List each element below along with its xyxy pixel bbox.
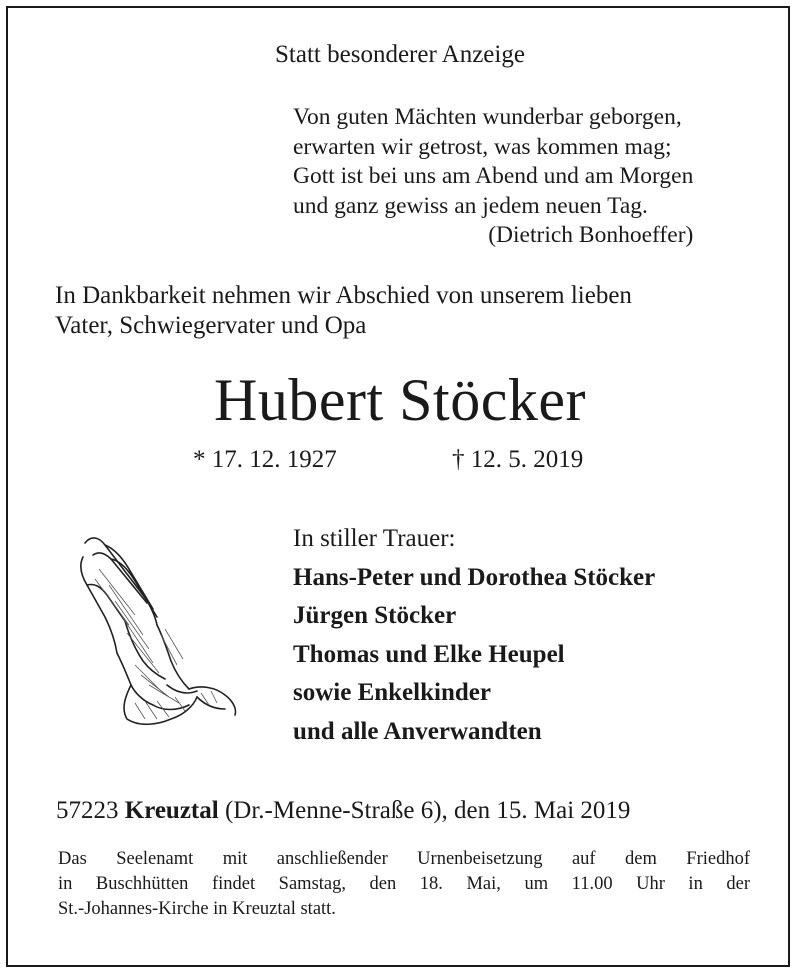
deceased-name: Hubert Stöcker: [214, 367, 586, 433]
mourners-heading: In stiller Trauer:: [293, 525, 456, 552]
intro-text: [55, 281, 632, 341]
mourners-block: [293, 520, 655, 751]
address-date: (Dr.-Menne-Straße 6), den 15. Mai 2019: [224, 797, 631, 824]
intro-line: Vater, Schwiegervater und Opa: [55, 312, 367, 339]
birth-date: * 17. 12. 1927: [193, 446, 337, 473]
zip-code: 57223: [56, 797, 119, 824]
note-line: in Buschhütten findet Samstag, den 18. Mai, um 11.00 Uhr in der: [58, 874, 750, 894]
place-and-date: [56, 797, 630, 825]
praying-hands-icon: [65, 525, 245, 730]
note-line: Das Seelenamt mit anschließender Urnenbeisetzung auf dem Friedhof: [58, 849, 750, 869]
poem-line: Gott ist bei uns am Abend und am Morgen: [293, 163, 694, 189]
poem: [293, 103, 693, 251]
funeral-note: [58, 847, 750, 922]
poem-line: Von guten Mächten wunderbar geborgen,: [293, 104, 682, 130]
death-date: † 12. 5. 2019: [452, 446, 584, 473]
poem-attribution: (Dietrich Bonhoeffer): [488, 222, 694, 248]
note-line: St.-Johannes-Kirche in Kreuztal statt.: [58, 899, 336, 919]
mourner-name: Hans-Peter und Dorothea Stöcker: [293, 563, 656, 591]
poem-line: und ganz gewiss an jedem neuen Tag.: [293, 192, 648, 219]
intro-line: In Dankbarkeit nehmen wir Abschied von unserem lieben: [55, 282, 632, 309]
mourner-name: sowie Enkelkinder: [293, 679, 491, 706]
mourner-name: Thomas und Elke Heupel: [293, 640, 565, 668]
poem-line: erwarten wir getrost, was kommen mag;: [293, 133, 672, 160]
mourner-name: und alle Anverwandten: [293, 717, 542, 745]
mourner-name: Jürgen Stöcker: [293, 602, 457, 629]
notice-header: Statt besonderer Anzeige: [275, 41, 525, 68]
city-name: Kreuztal: [124, 797, 219, 824]
